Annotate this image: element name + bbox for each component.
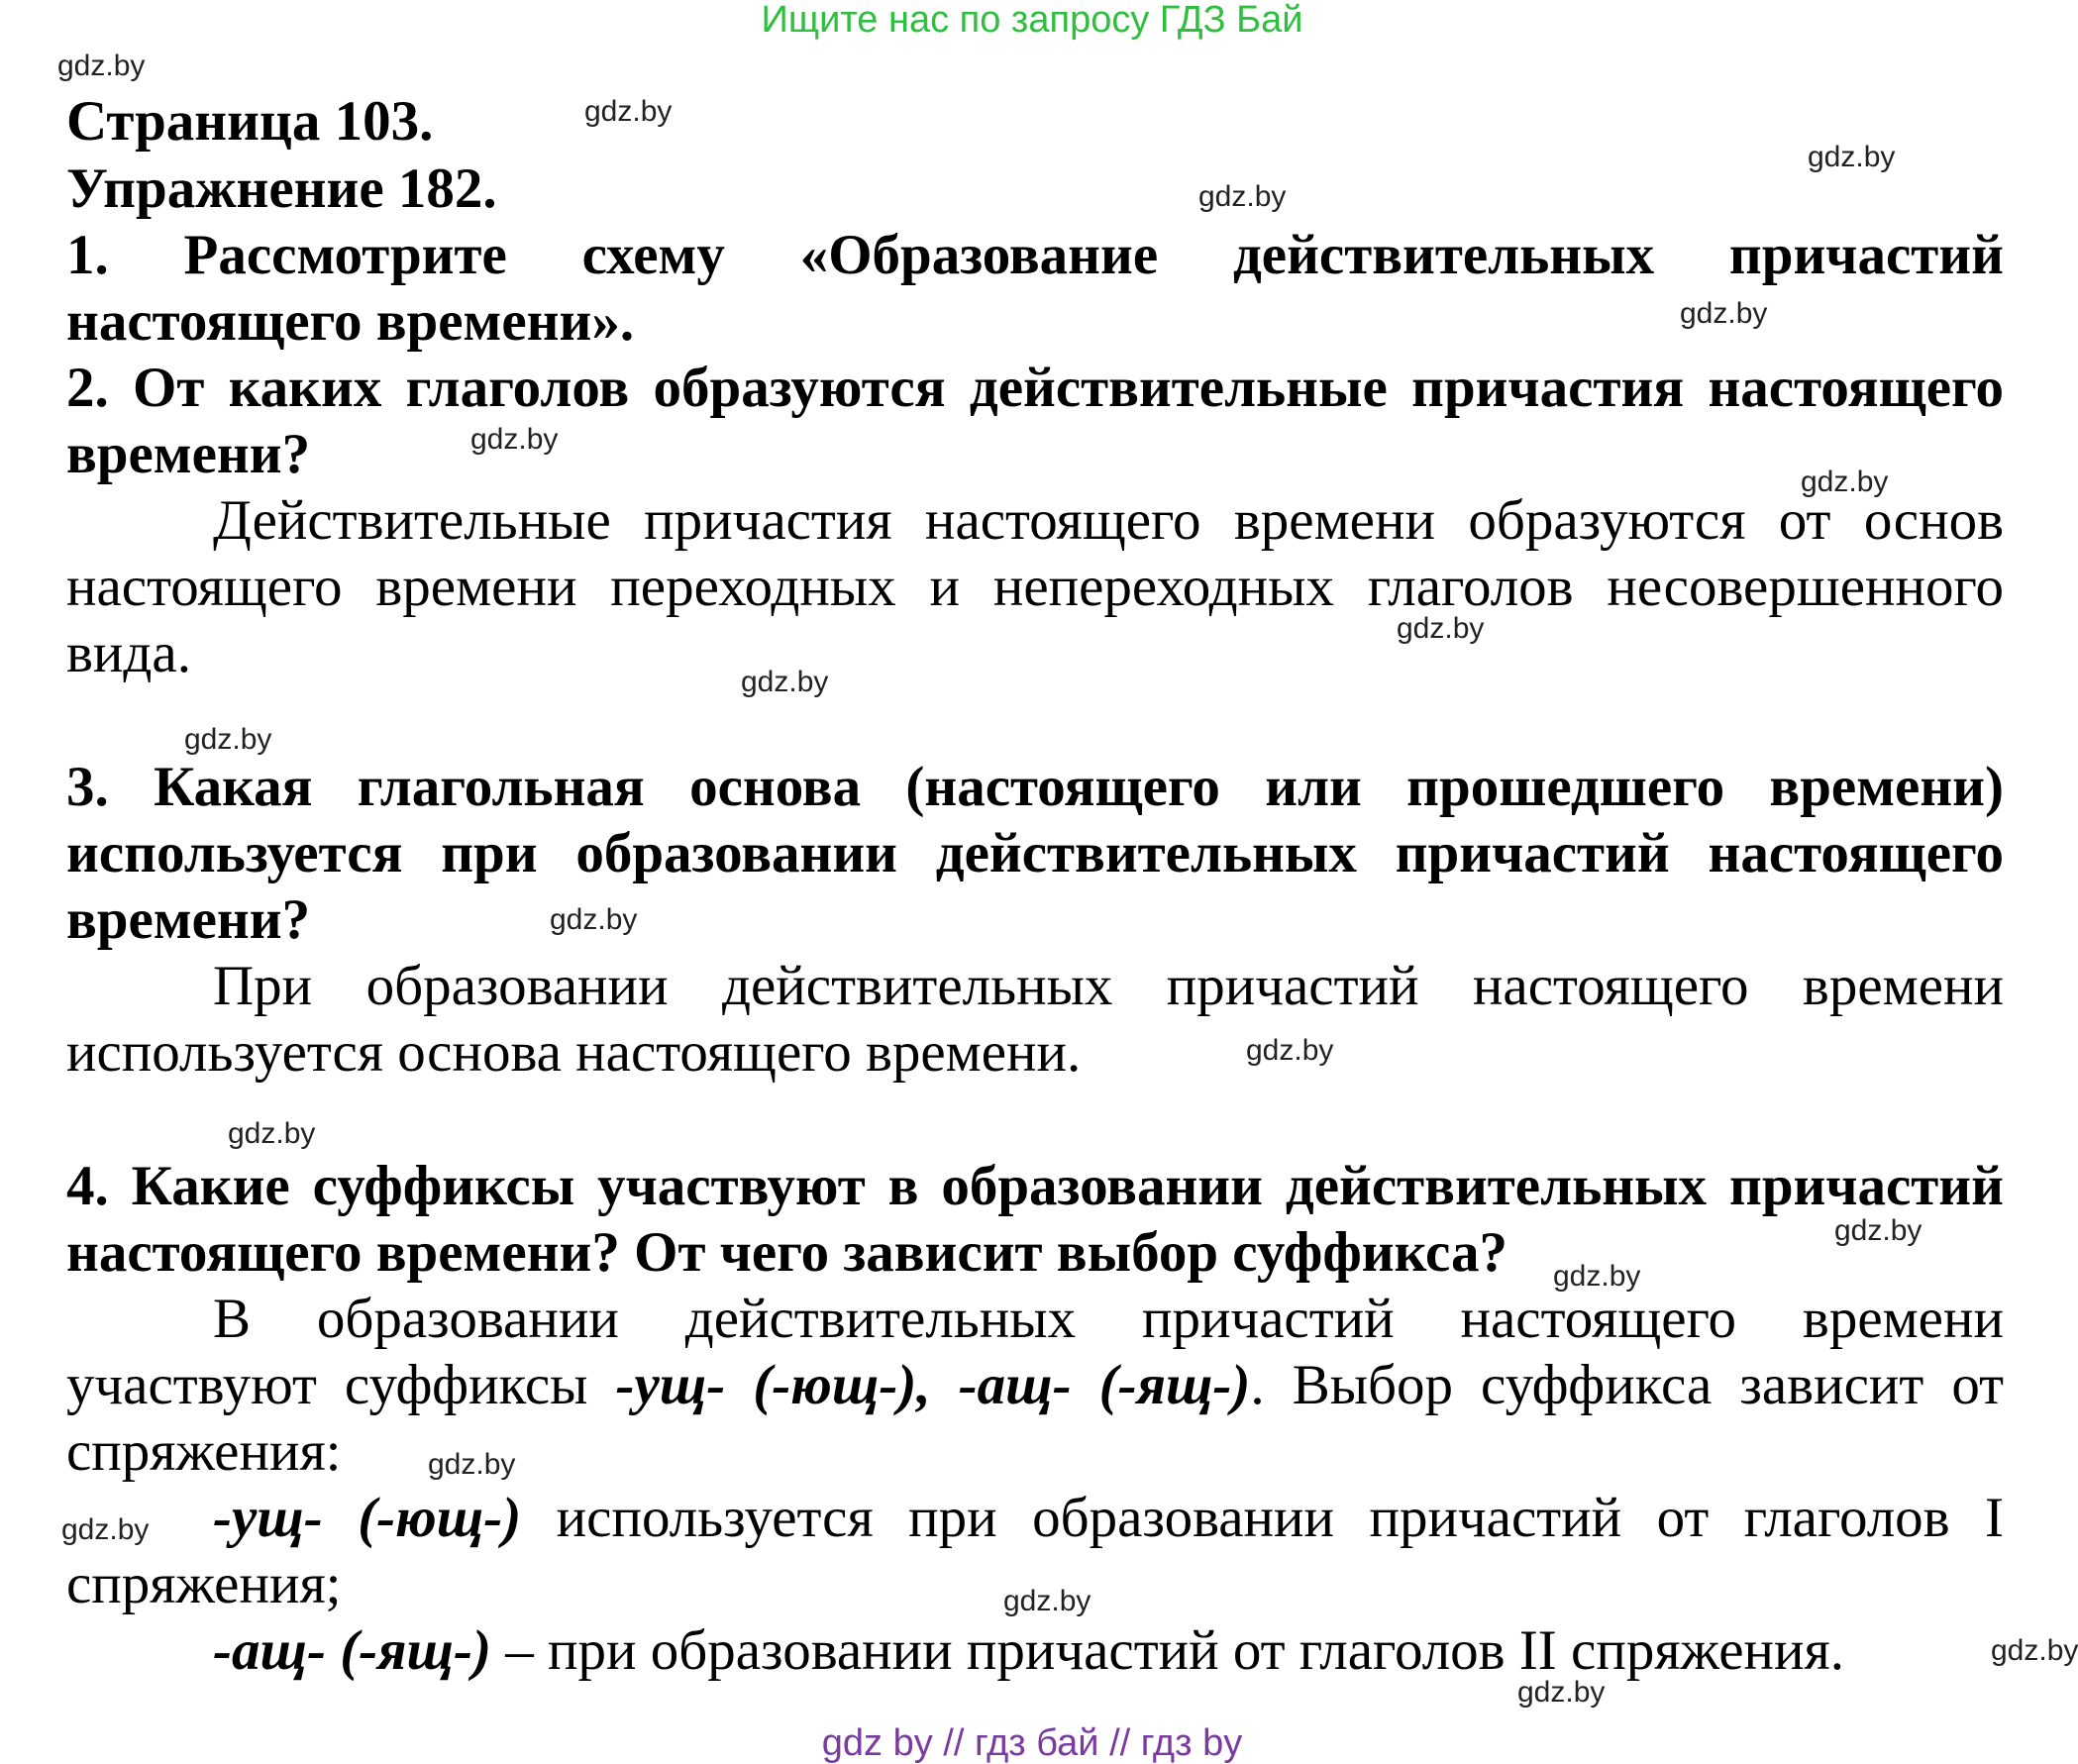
- watermark: gdz.by: [1834, 1214, 1922, 1247]
- watermark: gdz.by: [1801, 466, 1889, 498]
- footer-links: gdz by // гдз бай // гдз by: [821, 1722, 1243, 1764]
- question-2-line-2: времени?: [66, 423, 311, 485]
- word: причастий: [1728, 224, 2004, 286]
- answer-3-line-1: При образовании действительных причастий настоящего времени: [213, 955, 2004, 1017]
- watermark: gdz.by: [741, 666, 829, 698]
- watermark: gdz.by: [61, 1513, 150, 1546]
- watermark: gdz.by: [1517, 1676, 1606, 1709]
- suffix-list: -ущ- (-ющ-), -ащ- (-ящ-): [615, 1354, 1251, 1416]
- watermark: gdz.by: [1553, 1260, 1641, 1293]
- suffix-ushch: -ущ- (-ющ-): [213, 1487, 522, 1549]
- watermark: gdz.by: [228, 1117, 316, 1150]
- answer-2-line-1: Действительные причастия настоящего времени образуются от основ: [213, 489, 2004, 552]
- answer-4-line-4: [213, 1486, 2004, 1551]
- watermark: gdz.by: [470, 423, 559, 456]
- watermark: gdz.by: [184, 723, 272, 756]
- question-1-line-2: настоящего времени».: [66, 290, 635, 353]
- text: – при образовании причастий от глаголов II спряжения.: [490, 1619, 1844, 1682]
- answer-4-line-2: [66, 1353, 2004, 1418]
- text: участвуют суффиксы: [66, 1354, 616, 1416]
- word: Рассмотрите: [183, 224, 507, 286]
- watermark: gdz.by: [1003, 1585, 1091, 1617]
- answer-4-line-5: спряжения;: [66, 1553, 342, 1615]
- question-4-line-2: настоящего времени? От чего зависит выбор суффикса?: [66, 1221, 1508, 1284]
- question-2-line-1: 2. От каких глаголов образуются действительные причастия настоящего: [66, 357, 2004, 419]
- watermark: gdz.by: [1991, 1634, 2078, 1667]
- exercise-title: Упражнение 182.: [66, 157, 497, 220]
- suffix-ashch: -ащ- (-ящ-): [213, 1619, 491, 1682]
- watermark: gdz.by: [1680, 297, 1768, 330]
- question-3-line-3: времени?: [66, 888, 311, 951]
- watermark: gdz.by: [1397, 612, 1485, 645]
- watermark: gdz.by: [550, 903, 638, 936]
- word: действительных: [1232, 224, 1655, 286]
- question-4-line-1: 4. Какие суффиксы участвуют в образовании действительных причастий: [66, 1155, 2004, 1217]
- watermark: gdz.by: [57, 50, 146, 82]
- page-title: Страница 103.: [66, 90, 434, 153]
- text: используется при образовании причастий от глаголов I: [521, 1487, 2004, 1549]
- answer-4-line-6: [213, 1618, 2004, 1684]
- text: . Выбор суффикса зависит от: [1250, 1354, 2004, 1416]
- word: 1.: [66, 224, 109, 286]
- answer-2-line-3: вида.: [66, 622, 191, 684]
- answer-4-line-3: спряжения:: [66, 1420, 342, 1483]
- watermark: gdz.by: [1808, 141, 1896, 173]
- word: «Образование: [799, 224, 1159, 286]
- watermark: gdz.by: [584, 95, 673, 128]
- answer-4-line-1: В образовании действительных причастий настоящего времени: [213, 1288, 2004, 1350]
- answer-3-line-2: используется основа настоящего времени.: [66, 1021, 1082, 1084]
- watermark: gdz.by: [1198, 180, 1287, 213]
- watermark: gdz.by: [428, 1448, 516, 1481]
- question-3-line-2: используется при образовании действительных причастий настоящего: [66, 822, 2004, 884]
- question-1-line-1: [66, 223, 2004, 288]
- watermark: gdz.by: [1246, 1034, 1334, 1067]
- search-banner: Ищите нас по запросу ГДЗ Бай: [761, 0, 1303, 41]
- word: схему: [581, 224, 725, 286]
- answer-2-line-2: настоящего времени переходных и непереходных глаголов несовершенного: [66, 556, 2004, 618]
- question-3-line-1: 3. Какая глагольная основа (настоящего или прошедшего времени): [66, 756, 2004, 818]
